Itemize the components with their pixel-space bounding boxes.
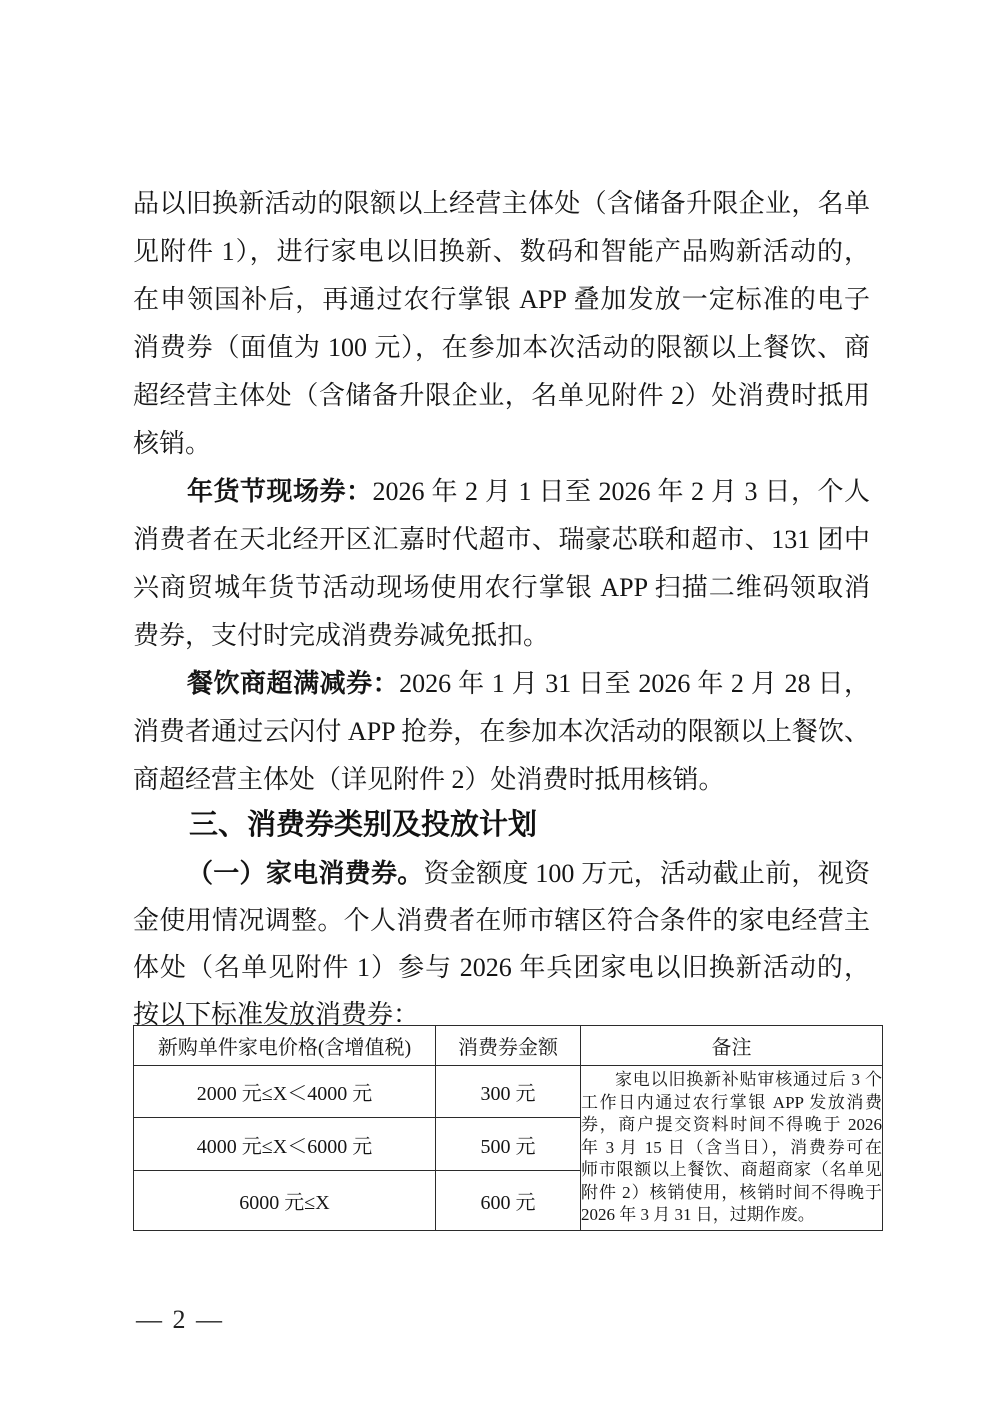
page-number: — 2 — bbox=[136, 1305, 224, 1334]
text-line: 核销。 bbox=[133, 429, 212, 458]
text-line: 体处（名单见附件 1）参与 2026 年兵团家电以旧换新活动的， bbox=[133, 953, 870, 982]
text-line: 费券，支付时完成消费券减免抵扣。 bbox=[133, 621, 550, 650]
table-header-amount: 消费券金额 bbox=[436, 1026, 581, 1066]
remark-line: 师市限额以上餐饮、商超商家（名单见 bbox=[581, 1160, 882, 1180]
remark-line: 家电以旧换新补贴审核通过后 3 个 bbox=[615, 1070, 882, 1090]
paragraph-appliance-voucher bbox=[133, 850, 870, 1038]
paragraph-lead-bold: 餐饮商超满减券： bbox=[187, 669, 400, 698]
paragraph-lead-bold: （一）家电消费券。 bbox=[187, 859, 424, 888]
text-line: 消费者通过云闪付 APP 抢券，在参加本次活动的限额以上餐饮、 bbox=[133, 717, 870, 746]
text-line: 品以旧换新活动的限额以上经营主体处（含储备升限企业，名单 bbox=[133, 189, 870, 218]
remark-line: 年 3 月 15 日（含当日），消费券可在 bbox=[581, 1137, 882, 1157]
table-header-row bbox=[134, 1026, 883, 1066]
table-header-price: 新购单件家电价格(含增值税) bbox=[134, 1026, 436, 1066]
table-cell-price-tier3: 6000 元≤X bbox=[134, 1171, 436, 1231]
table-cell-remark bbox=[581, 1066, 883, 1231]
text-line: 见附件 1），进行家电以旧换新、数码和智能产品购新活动的， bbox=[133, 237, 870, 266]
paragraph-lead-bold: 年货节现场券： bbox=[187, 477, 373, 506]
paragraph-dining-voucher bbox=[133, 660, 870, 804]
section-heading: 三、消费券类别及投放计划 bbox=[189, 809, 538, 841]
text-line: 商超经营主体处（详见附件 2）处消费时抵用核销。 bbox=[133, 765, 725, 794]
text-line: 在申领国补后，再通过农行掌银 APP 叠加发放一定标准的电子 bbox=[133, 285, 870, 314]
remark-line: 2026 年 3 月 31 日，过期作废。 bbox=[581, 1205, 815, 1225]
remark-line: 券，商户提交资料时间不得晚于 2026 bbox=[581, 1115, 882, 1135]
paragraph-spring-festival-voucher bbox=[133, 468, 870, 660]
table-cell-price-tier1: 2000 元≤X＜4000 元 bbox=[134, 1066, 436, 1118]
table-cell-amount-tier3: 600 元 bbox=[436, 1171, 581, 1231]
voucher-standard-table bbox=[133, 1025, 883, 1231]
text-line: 金使用情况调整。个人消费者在师市辖区符合条件的家电经营主 bbox=[133, 906, 870, 935]
table-cell-price-tier2: 4000 元≤X＜6000 元 bbox=[134, 1118, 436, 1171]
paragraph-lead-rest: 2026 年 2 月 1 日至 2026 年 2 月 3 日，个人 bbox=[372, 477, 870, 506]
paragraph-lead-rest: 资金额度 100 万元，活动截止前，视资 bbox=[423, 859, 870, 888]
text-line bbox=[133, 660, 870, 708]
remark-line: 工作日内通过农行掌银 APP 发放消费 bbox=[581, 1092, 882, 1112]
text-line bbox=[133, 850, 870, 897]
paragraph-lead-rest: 2026 年 1 月 31 日至 2026 年 2 月 28 日， bbox=[399, 669, 870, 698]
text-line: 兴商贸城年货节活动现场使用农行掌银 APP 扫描二维码领取消 bbox=[133, 573, 870, 602]
text-line: 消费券（面值为 100 元），在参加本次活动的限额以上餐饮、商 bbox=[133, 333, 870, 362]
table-row bbox=[134, 1066, 883, 1118]
remark-line: 附件 2）核销使用，核销时间不得晚于 bbox=[581, 1182, 882, 1202]
table-header-remark: 备注 bbox=[581, 1026, 883, 1066]
text-line: 超经营主体处（含储备升限企业，名单见附件 2）处消费时抵用 bbox=[133, 381, 870, 410]
table-cell-amount-tier2: 500 元 bbox=[436, 1118, 581, 1171]
paragraph-continuation bbox=[133, 180, 870, 468]
text-line bbox=[133, 468, 870, 516]
table-cell-amount-tier1: 300 元 bbox=[436, 1066, 581, 1118]
text-line: 消费者在天北经开区汇嘉时代超市、瑞豪芯联和超市、131 团中 bbox=[133, 525, 870, 554]
text-line: 按以下标准发放消费券： bbox=[133, 1000, 420, 1029]
